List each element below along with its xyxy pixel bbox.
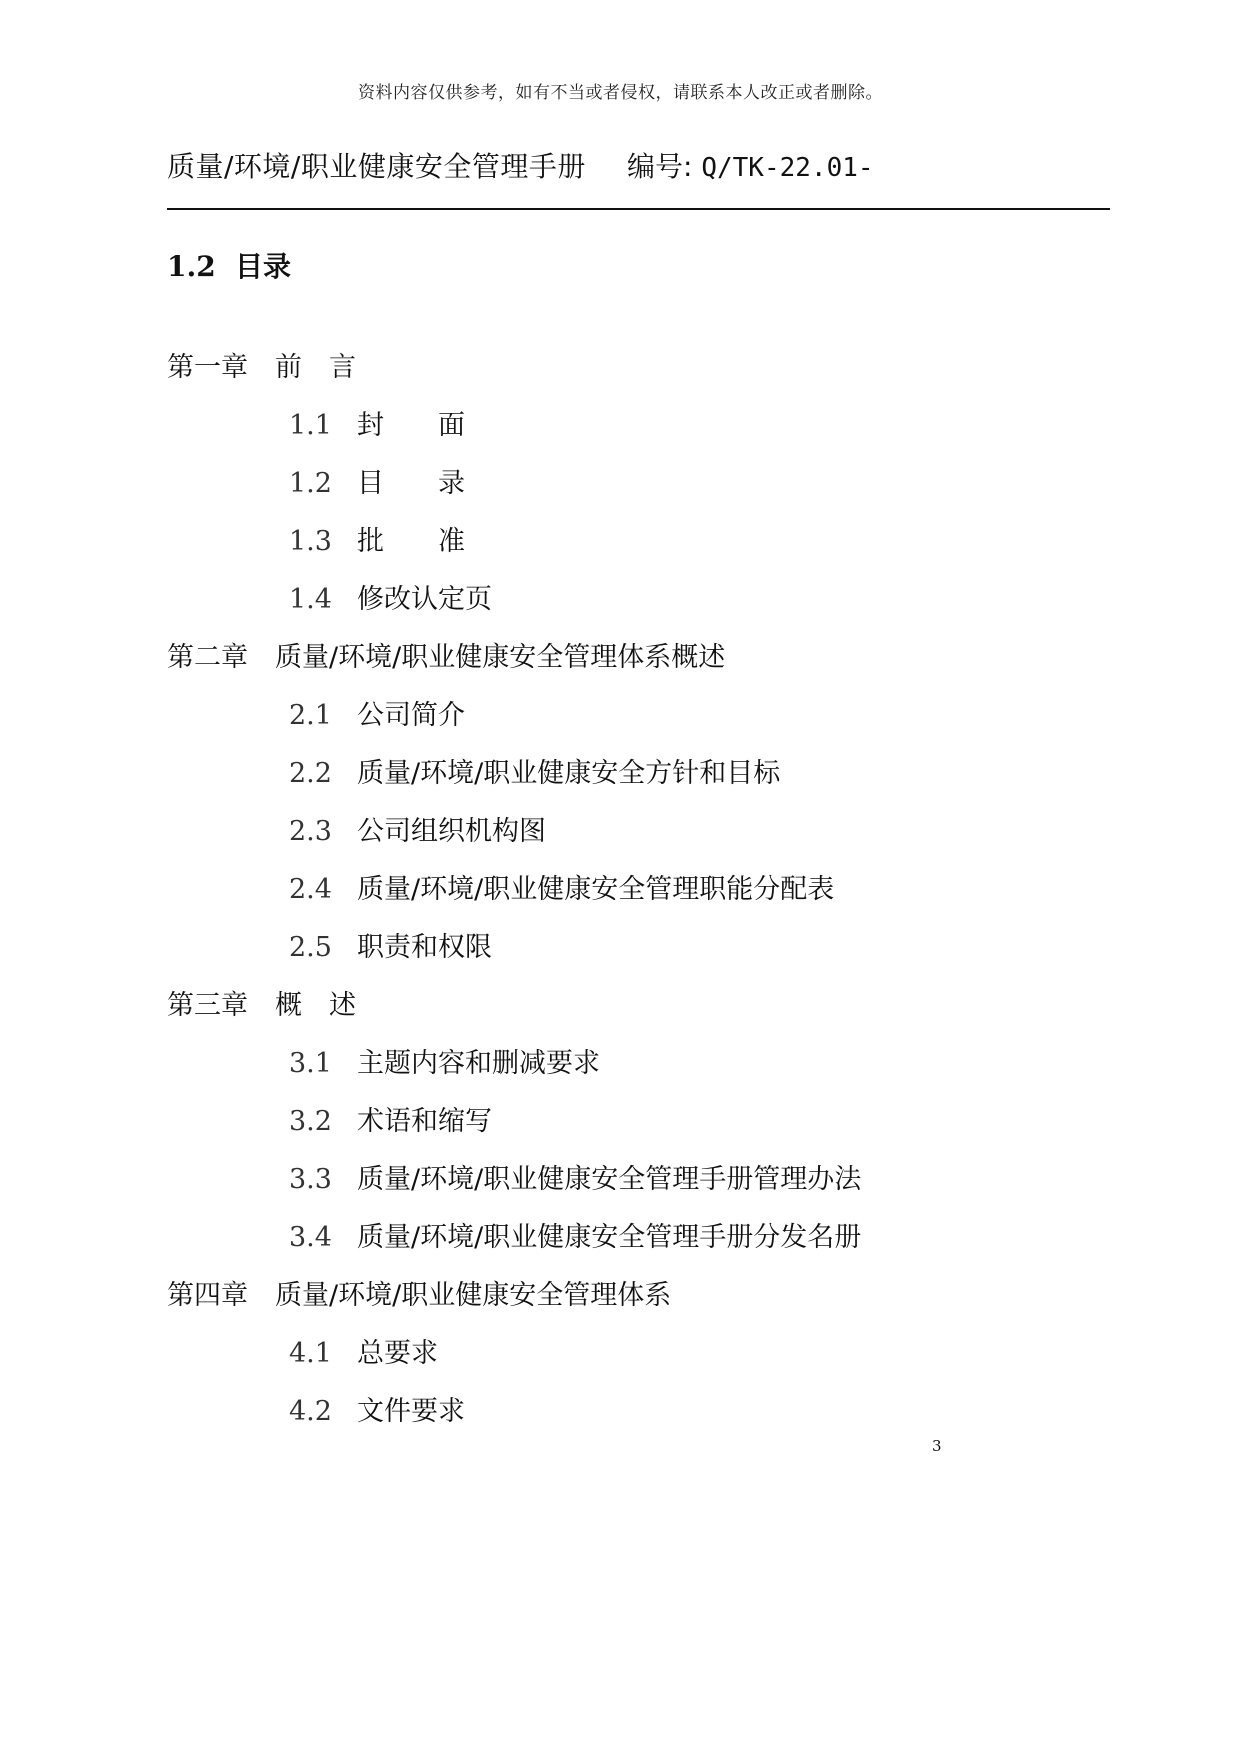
item-number: 1.2: [289, 468, 332, 499]
item-title: 职责和权限: [357, 932, 492, 963]
item-number: 1.1: [289, 410, 332, 441]
item-title: 封 面: [357, 410, 465, 441]
item-number: 3.1: [289, 1048, 332, 1079]
toc-item-2-4[interactable]: [289, 867, 834, 907]
toc-item-3-1[interactable]: [289, 1041, 600, 1081]
item-number: 3.4: [289, 1222, 332, 1253]
chapter-label: 第一章: [167, 352, 248, 383]
item-number: 2.5: [289, 932, 332, 963]
toc-chapter-3[interactable]: [167, 983, 356, 1023]
item-title: 批 准: [357, 526, 465, 557]
item-number: 1.4: [289, 584, 332, 615]
toc-item-1-1[interactable]: [289, 403, 465, 443]
item-title: 目 录: [357, 468, 465, 499]
toc-item-4-2[interactable]: [289, 1389, 465, 1429]
toc-item-4-1[interactable]: [289, 1331, 438, 1371]
section-title: 目录: [235, 250, 292, 283]
item-number: 4.2: [289, 1396, 332, 1427]
toc-chapter-2[interactable]: [167, 635, 725, 675]
document-code-value: Q/TK-22.01-: [701, 153, 874, 183]
item-title: 修改认定页: [357, 584, 492, 615]
toc-item-1-4[interactable]: [289, 577, 492, 617]
chapter-title: 质量/环境/职业健康安全管理体系: [275, 1280, 672, 1311]
toc-chapter-4[interactable]: [167, 1273, 671, 1313]
item-title: 质量/环境/职业健康安全管理职能分配表: [357, 874, 835, 905]
disclaimer-text: 资料内容仅供参考，如有不当或者侵权，请联系本人改正或者删除。: [358, 83, 883, 103]
toc-item-1-2[interactable]: [289, 461, 465, 501]
item-number: 2.1: [289, 700, 332, 731]
page-number: 3: [932, 1437, 942, 1455]
item-title: 质量/环境/职业健康安全管理手册分发名册: [357, 1222, 862, 1253]
toc-item-3-4[interactable]: [289, 1215, 861, 1255]
toc-item-3-3[interactable]: [289, 1157, 861, 1197]
item-title: 主题内容和删减要求: [357, 1048, 600, 1079]
item-number: 2.2: [289, 758, 332, 789]
header-divider: [167, 208, 1110, 210]
section-number: 1.2: [167, 250, 216, 283]
chapter-title: 概 述: [275, 990, 356, 1021]
toc-item-1-3[interactable]: [289, 519, 465, 559]
chapter-title: 前 言: [275, 352, 356, 383]
item-title: 公司组织机构图: [357, 816, 546, 847]
item-title: 文件要求: [357, 1396, 465, 1427]
section-heading: [167, 245, 291, 285]
toc-item-2-1[interactable]: [289, 693, 465, 733]
item-number: 1.3: [289, 526, 332, 557]
item-number: 3.2: [289, 1106, 332, 1137]
item-title: 公司简介: [357, 700, 465, 731]
item-number: 3.3: [289, 1164, 332, 1195]
document-code-label: 编号:: [627, 150, 693, 183]
chapter-label: 第四章: [167, 1280, 248, 1311]
chapter-label: 第二章: [167, 642, 248, 673]
document-title: 质量/环境/职业健康安全管理手册: [167, 150, 586, 183]
item-title: 质量/环境/职业健康安全管理手册管理办法: [357, 1164, 862, 1195]
chapter-title: 质量/环境/职业健康安全管理体系概述: [275, 642, 726, 673]
toc-item-2-2[interactable]: [289, 751, 780, 791]
chapter-label: 第三章: [167, 990, 248, 1021]
toc-item-3-2[interactable]: [289, 1099, 492, 1139]
toc-item-2-3[interactable]: [289, 809, 546, 849]
item-title: 总要求: [357, 1338, 438, 1369]
item-title: 质量/环境/职业健康安全方针和目标: [357, 758, 781, 789]
item-number: 2.3: [289, 816, 332, 847]
item-title: 术语和缩写: [357, 1106, 492, 1137]
item-number: 2.4: [289, 874, 332, 905]
item-number: 4.1: [289, 1338, 332, 1369]
toc-chapter-1[interactable]: [167, 345, 356, 385]
document-code: [627, 145, 874, 185]
toc-item-2-5[interactable]: [289, 925, 492, 965]
